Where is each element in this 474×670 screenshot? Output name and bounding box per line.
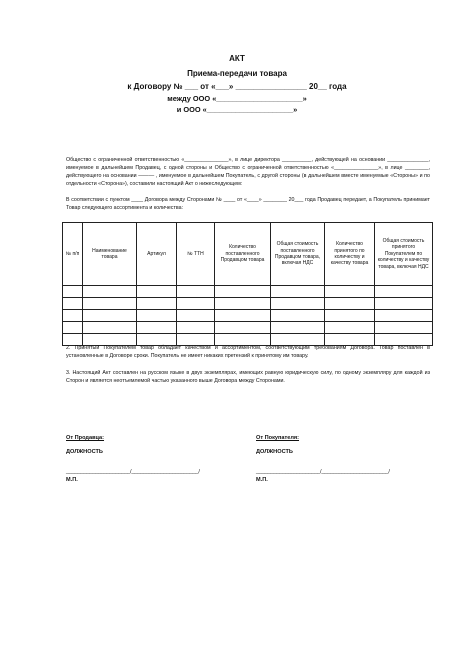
table-row: [63, 310, 433, 322]
col-header-delivered-qty: Количество поставленного Продавцом товара: [215, 223, 271, 286]
col-header-number: № п/п: [63, 223, 83, 286]
buyer-position: ДОЛЖНОСТЬ: [256, 449, 293, 455]
buyer-signature-block: [256, 434, 436, 484]
clause-2: 2. Принятый Покупателем товар обладает качеством и ассортиментом, соответствующим требованиям Договора. Товар поставлен в установленные в Договоре сроки. Покупатель не имеет никаких претензий к принятому им товару.: [66, 345, 430, 359]
table-row: [63, 286, 433, 298]
col-header-accepted-cost: Общая стоимость принятого Покупателем по количеству и качеству товара, включая НДС: [375, 223, 433, 286]
col-header-delivered-cost: Общая стоимость поставленного Продавцом товара, включая НДС: [271, 223, 325, 286]
document-header: [0, 52, 474, 115]
col-header-accepted-qty: Количество принятого по количеству и качеству товара: [325, 223, 375, 286]
and-party-line: и ООО «_____________________»: [176, 105, 298, 114]
buyer-signature-line: ______________________/_______________________/: [256, 469, 390, 475]
between-party-line: между ООО «_____________________»: [167, 94, 307, 103]
table-row: [63, 322, 433, 334]
col-header-waybill: № ТТН: [177, 223, 215, 286]
col-header-article: Артикул: [137, 223, 177, 286]
seller-signature-block: [66, 434, 246, 484]
intro-paragraph: Общество с ограниченной ответственностью «_______________», в лице директора __________, действующей на основании ______________, именуемое в дальнейшем Продавец, с одной стороны и Общество с ограниченной ответственностью «_______________», в лице ________, действующего на основании ——— , именуемое в дальнейшем Покупатель, с другой стороны (в дальнейшем вместе именуемые «Стороны» и по отдельности «Сторона»), составили настоящий Акт о нижеследующем:: [66, 157, 430, 187]
seller-stamp-label: М.П.: [66, 477, 78, 483]
seller-signature-line: ______________________/_______________________/: [66, 469, 200, 475]
table-row: [63, 298, 433, 310]
contract-reference: к Договору № ___ от «___» ________________ 20__ года: [127, 82, 347, 91]
table-header-row: [63, 223, 433, 286]
seller-position: ДОЛЖНОСТЬ: [66, 449, 103, 455]
col-header-product-name: Наименование товара: [83, 223, 137, 286]
transfer-paragraph: В соответствии с пунктом ____ Договора между Сторонами № ____ от «____» ________ 20___ года Продавец передает, а Покупатель принимает Товар следующего ассортимента и количества:: [66, 197, 430, 211]
clause-3: 3. Настоящий Акт составлен на русском языке в двух экземплярах, имеющих равную юридическую силу, по одному экземпляру для каждой из Сторон и является неотъемлемой частью указанного выше Договора между Сторонами.: [66, 370, 430, 384]
buyer-party-label: От Покупателя:: [256, 435, 300, 441]
buyer-stamp-label: М.П.: [256, 477, 268, 483]
document-subtitle: Приема-передачи товара: [187, 69, 287, 78]
seller-party-label: От Продавца:: [66, 435, 105, 441]
goods-table: [62, 222, 433, 346]
document-title: АКТ: [229, 54, 245, 63]
